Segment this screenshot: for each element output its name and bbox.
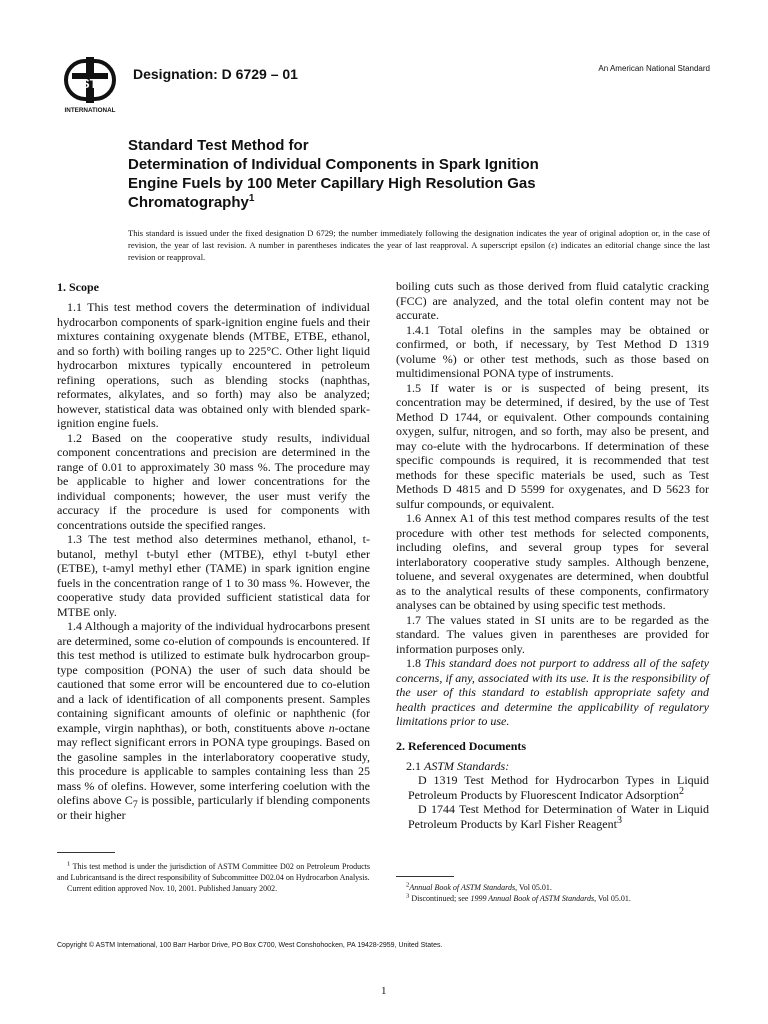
left-column bbox=[57, 280, 370, 822]
svg-text:ASTM: ASTM bbox=[71, 76, 109, 91]
ans-label: An American National Standard bbox=[598, 64, 710, 73]
title-line-4: Chromatography$^1$ bbox=[128, 193, 255, 211]
footnote-2: $^2$Annual Book of ASTM Standards, Vol 05.01. bbox=[406, 881, 552, 892]
ref-d1319: D 1319 Test Method for Hydrocarbon Types in Liquid Petroleum Products by Fluorescent Indicator Adsorption$^2$ bbox=[408, 773, 709, 802]
title-block bbox=[128, 137, 668, 212]
footnote-1: $^1$ This test method is under the jurisdiction of ASTM Committee D02 on Petroleum Products and Lubricantsand is the direct responsibility of Subcommittee D02.04 on Hydrocarbon Analysis. bbox=[57, 860, 370, 882]
ref-d1744: D 1744 Test Method for Determination of Water in Liquid Petroleum Products by Karl Fisher Reagent$^3$ bbox=[408, 802, 709, 831]
para-1-3: 1.3 The test method also determines methanol, ethanol, t-butanol, methyl t-butyl ether (MTBE), ethyl t-butyl ether (ETBE), t-amyl methyl ether (TAME) in spark ignition engine fuels in the concentration range of 1 to 30 mass %. However, the cooperative study data provided sufficient statistical data for MTBE only. bbox=[57, 532, 370, 619]
para-1-1: 1.1 This test method covers the determination of individual hydrocarbon components of spark-ignition engine fuels and their mixtures containing oxygenate blends (MTBE, ETBE, ethanol, and so forth) with boiling ranges up to 225°C. Other light liquid hydrocarbon mixtures typically encountered in petroleum refining operations, such as blending stocks (naphthas, reformates, alkylates, and so forth) may also be analyzed; however, statistical data was obtained only with blended spark-ignition engine fuels. bbox=[57, 300, 370, 430]
footnote-rule-left bbox=[57, 852, 115, 853]
copyright-line: Copyright © ASTM International, 100 Barr Harbor Drive, PO Box C700, West Conshohocken, PA 19428-2959, United States. bbox=[57, 942, 443, 949]
footnotes-right bbox=[396, 882, 709, 904]
title-line-3: Engine Fuels by 100 Meter Capillary High Resolution Gas bbox=[128, 175, 536, 192]
designation: Designation: D 6729 – 01 bbox=[133, 66, 298, 82]
svg-text:INTERNATIONAL: INTERNATIONAL bbox=[64, 107, 116, 114]
para-1-6: 1.6 Annex A1 of this test method compares results of the test procedure with other test methods for selected components, including olefins, and several group types for several interlaboratory cooperative study samples. Although benzene, toluene, and several oxygenates are determined, when doubtful as to the analytical results of these components, confirmatory analyses can be obtained by using specific test methods. bbox=[396, 511, 709, 612]
astm-logo bbox=[58, 55, 122, 115]
section-2-heading: 2. Referenced Documents bbox=[396, 738, 527, 753]
footnote-rule-right bbox=[396, 876, 454, 877]
footnote-1-edition: Current edition approved Nov. 10, 2001. Published January 2002. bbox=[67, 884, 278, 893]
title-line-1: Standard Test Method for bbox=[128, 137, 309, 154]
page-number: 1 bbox=[381, 985, 387, 997]
para-1-4-1: 1.4.1 Total olefins in the samples may be obtained or confirmed, or both, if necessary, by Test Method D 1319 (volume %) or other test methods, such as those based on multidimensional PONA type of instruments. bbox=[396, 322, 709, 380]
para-1-4: 1.4 Although a majority of the individual hydrocarbons present are determined, some co-elution of compounds is encountered. If this test method is utilized to estimate bulk hydrocarbon group-type composition (PONA) the user of such data should be cautioned that some error will be encountered due to co-elution and a lack of identification of all components present. Samples containing significant amounts of olefinic or naphthenic (for example, virgin naphthas), or both, constituents above n-octane may reflect significant errors in PONA type groupings. Based on the gasoline samples in the interlaboratory cooperative study, this procedure is applicable to samples containing less than 25 mass % of olefins. However, some interfering coelution with the olefins above $C_7$ is possible, particularly if blending components or their higher bbox=[57, 619, 370, 822]
para-1-5: 1.5 If water is or is suspected of being present, its concentration may be determined, if desired, by the use of Test Method D 1744, or equivalent. Other compounds containing oxygen, sulfur, nitrogen, and so forth, may also be present, and may co-elute with the hydrocarbons. If determination of these specific compounds is required, it is recommended that test methods for these specific materials be used, such as Test Methods D 4815 and D 5599 for oxygenates, and D 5623 for sulfur compounds, or equivalent. bbox=[396, 380, 709, 511]
right-column bbox=[396, 279, 709, 831]
section-1-heading: 1. Scope bbox=[57, 280, 99, 294]
para-1-4-continued: boiling cuts such as those derived from fluid catalytic cracking (FCC) are analyzed, and the total olefin content may not be accurate. bbox=[396, 279, 709, 322]
para-2-1: 2.1 ASTM Standards: bbox=[406, 758, 510, 773]
para-1-7: 1.7 The values stated in SI units are to be regarded as the standard. The values given in parentheses are provided for information purposes only. bbox=[396, 612, 709, 656]
para-1-2: 1.2 Based on the cooperative study results, individual component concentrations and precision are determined in the range of 0.01 to approximately 30 mass %. The procedure may be applicable to higher and lower concentrations for the individual components; however, the user must verify the accuracy if the procedure is used for components with concentrations outside the specified ranges. bbox=[57, 430, 370, 532]
issuance-notice: This standard is issued under the fixed designation D 6729; the number immediately following the designation indicates the year of original adoption or, in the case of revision, the year of last revision. A number in parentheses indicates the year of last reapproval. A superscript epsilon (ε) indicates an editorial change since the last revision or reapproval. bbox=[128, 228, 710, 262]
title-footnote-mark: 1 bbox=[248, 193, 255, 204]
footnotes-left bbox=[57, 861, 370, 894]
title-line-2: Determination of Individual Components in Spark Ignition bbox=[128, 156, 539, 173]
footnote-3: $^3$ Discontinued; see 1999 Annual Book of ASTM Standards, Vol 05.01. bbox=[406, 892, 631, 903]
para-1-8: 1.8 This standard does not purport to address all of the safety concerns, if any, associated with its use. It is the responsibility of the user of this standard to establish appropriate safety and health practices and determine the applicability of regulatory limitations prior to use. bbox=[396, 656, 709, 728]
